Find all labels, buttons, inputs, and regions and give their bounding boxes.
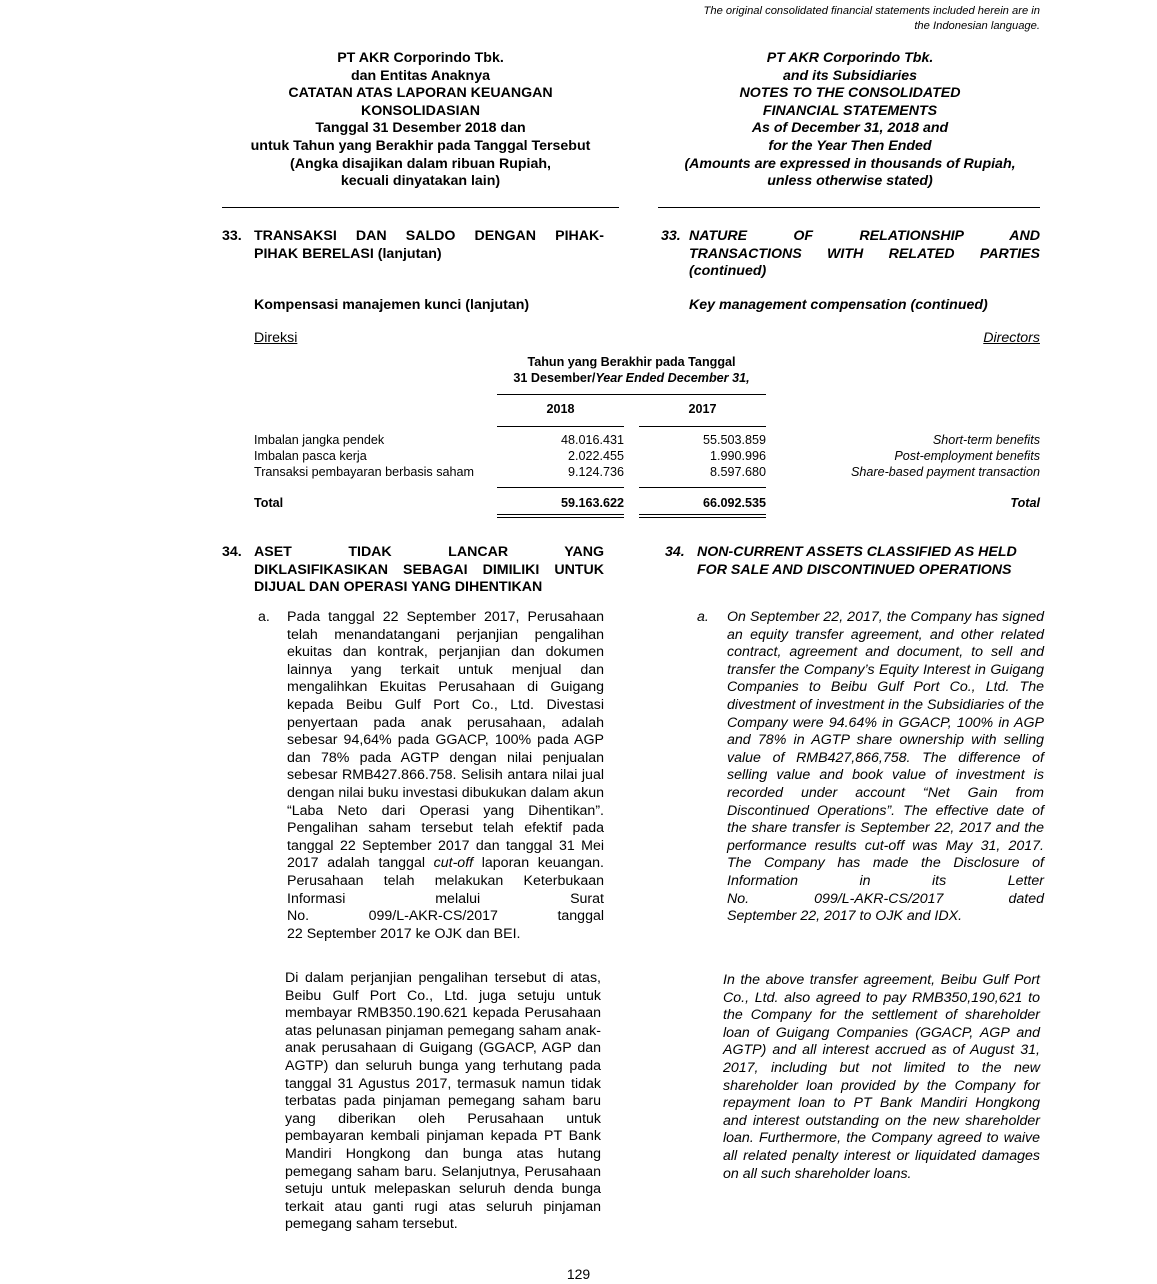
total-label-id: Total bbox=[254, 496, 284, 510]
page-number: 129 bbox=[566, 1266, 591, 1282]
item-a-label-en: a. bbox=[697, 609, 709, 625]
header-id-line: dan Entitas Anaknya bbox=[350, 67, 491, 84]
table-period-line2-en: Year Ended December 31, bbox=[595, 370, 750, 385]
translation-note-line1: The original consolidated financial statements included herein are in bbox=[703, 5, 1040, 17]
paragraph-a-en bbox=[727, 609, 1044, 926]
header-en-line: NOTES TO THE CONSOLIDATED bbox=[739, 85, 961, 102]
row-value-2017: 55.503.859 bbox=[702, 433, 766, 447]
row-label-id: Transaksi pembayaran berbasis saham bbox=[254, 465, 475, 479]
item-a-label-id: a. bbox=[258, 609, 270, 625]
paragraph-a-id-end: laporan keuangan. Perusahaan telah melakukan Keterbukaan Informasi melalui Surat bbox=[287, 855, 604, 907]
header-id-line: CATATAN ATAS LAPORAN KEUANGAN bbox=[288, 85, 553, 102]
section-33-title-id bbox=[254, 228, 604, 263]
table-row bbox=[0, 433, 1157, 449]
section-33-title-id-line2: PIHAK BERELASI (lanjutan) bbox=[254, 245, 442, 262]
paragraph-a-id-text: Pada tanggal 22 September 2017, Perusahaan telah menandatangani perjanjian pengalihan ekuitas dan kontrak, perjanjian dan dokumen lainnya yang terkait untuk menjual dan mengalihkan Ekuitas Perusahaan di Guigang kepada Beibu Gulf Port Co., Ltd. Divestasi penyertaan pada anak perusahaan, adalah sebesar 94,64% pada GGACP, 100% pada AGP dan 78% pada AGTP dengan nilai penjualan sebesar RMB427.866.758. Selisih antara nilai jual dengan nilai buku investasi dibukukan dalam akun “Laba Neto dari Operasi yang Dihentikan”. Pengalihan saham tersebut telah efektif pada tanggal 22 September 2017 dan tanggal 31 Mei 2017 adalah tanggal bbox=[287, 609, 604, 872]
header-en-line: for the Year Then Ended bbox=[768, 137, 932, 154]
table-period-line1: Tahun yang Berakhir pada Tanggal bbox=[527, 355, 736, 369]
header-en-line: As of December 31, 2018 and bbox=[751, 120, 949, 137]
header-id-line: kecuali dinyatakan lain) bbox=[340, 173, 501, 190]
double-rule-2017-b bbox=[639, 517, 766, 518]
header-divider-left bbox=[222, 207, 619, 208]
header-en-line: PT AKR Corporindo Tbk. bbox=[766, 50, 934, 66]
subtotal-rule-2017 bbox=[639, 487, 766, 488]
translation-note bbox=[620, 4, 1040, 33]
table-header-rule bbox=[497, 394, 766, 395]
row-value-2018: 9.124.736 bbox=[567, 465, 624, 479]
paragraph-a-id-last1: No. 099/L-AKR-CS/2017 tanggal bbox=[287, 908, 604, 925]
header-id-line: (Angka disajikan dalam ribuan Rupiah, bbox=[290, 155, 551, 172]
row-value-2018: 2.022.455 bbox=[567, 449, 624, 463]
section-33-title-en bbox=[689, 228, 1040, 281]
section-33-number-en: 33. bbox=[661, 228, 681, 244]
column-2017: 2017 bbox=[688, 402, 717, 416]
section-34-number-id: 34. bbox=[222, 544, 242, 560]
header-en-line: unless otherwise stated) bbox=[767, 173, 933, 190]
section-33-title-id-line1: TRANSAKSI DAN SALDO DENGAN PIHAK- bbox=[254, 228, 604, 244]
section-34-title-id-line3: DIJUAL DAN OPERASI YANG DIHENTIKAN bbox=[254, 579, 543, 596]
translation-note-line2: the Indonesian language. bbox=[914, 19, 1040, 32]
table-period-header bbox=[497, 355, 766, 386]
row-value-2017: 8.597.680 bbox=[709, 465, 766, 479]
row-label-id: Imbalan pasca kerja bbox=[254, 449, 367, 463]
column-rule-2017 bbox=[639, 426, 766, 427]
column-2018: 2018 bbox=[546, 402, 575, 416]
section-34-title-en-line1: NON-CURRENT ASSETS CLASSIFIED AS HELD bbox=[697, 544, 1017, 560]
table-row bbox=[0, 465, 1157, 481]
header-id-line: untuk Tahun yang Berakhir pada Tanggal Tersebut bbox=[250, 137, 591, 154]
total-label-en: Total bbox=[1010, 496, 1040, 510]
column-rule-2018 bbox=[497, 426, 624, 427]
subheading-en: Key management compensation (continued) bbox=[689, 297, 988, 313]
section-34-title-id-line2: DIKLASIFIKASIKAN SEBAGAI DIMILIKI UNTUK bbox=[254, 561, 604, 578]
table-period-line2-id: 31 Desember/ bbox=[513, 370, 596, 385]
section-34-title-en-line2: FOR SALE AND DISCONTINUED OPERATIONS bbox=[697, 561, 1012, 578]
row-label-en: Share-based payment transaction bbox=[850, 465, 1040, 479]
double-rule-2017-a bbox=[639, 514, 766, 515]
header-id-line: Tanggal 31 Desember 2018 dan bbox=[315, 120, 526, 137]
header-divider-right bbox=[658, 207, 1040, 208]
paragraph-a-en-last1: No. 099/L-AKR-CS/2017 dated bbox=[727, 890, 1044, 907]
paragraph-a-en-last2: September 22, 2017 to OJK and IDX. bbox=[727, 908, 963, 925]
section-33-title-en-line1: NATURE OF RELATIONSHIP AND bbox=[689, 228, 1040, 244]
header-en-line: FINANCIAL STATEMENTS bbox=[762, 102, 938, 119]
total-value-2018: 59.163.622 bbox=[560, 496, 624, 510]
double-rule-2018-a bbox=[497, 514, 624, 515]
total-value-2017: 66.092.535 bbox=[702, 496, 766, 510]
section-33-title-en-line2: TRANSACTIONS WITH RELATED PARTIES bbox=[689, 245, 1040, 262]
subheading-id: Kompensasi manajemen kunci (lanjutan) bbox=[254, 297, 530, 313]
header-en-line: and its Subsidiaries bbox=[782, 67, 918, 84]
table-total-row bbox=[0, 496, 1157, 512]
group-label-id: Direksi bbox=[254, 330, 298, 346]
header-id-line: KONSOLIDASIAN bbox=[360, 102, 481, 119]
section-33-number-id: 33. bbox=[222, 228, 242, 244]
header-en-line: (Amounts are expressed in thousands of Rupiah, bbox=[684, 155, 1016, 172]
section-34-title-id bbox=[254, 544, 604, 597]
paragraph-b-en: In the above transfer agreement, Beibu Gulf Port Co., Ltd. also agreed to pay RMB350,190,621 to the Company for the settlement of shareholder loan of Guigang Companies (GGACP, AGP and AGTP) and all interest accrued as of August 31, 2017, including but not limited to the new shareholder loan provided by the Company for repayment loan to PT Bank Mandiri Hongkong and interest outstanding on the new shareholder loan. Furthermore, the Company agreed to waive all related penalty interest or liquidated damages on all such shareholder loans. bbox=[723, 972, 1040, 1182]
header-english bbox=[655, 50, 1045, 191]
paragraph-a-id-last2: 22 September 2017 ke OJK dan BEI. bbox=[287, 925, 521, 942]
subtotal-rule-2018 bbox=[497, 487, 624, 488]
table-row bbox=[0, 449, 1157, 465]
section-33-title-en-line3: (continued) bbox=[689, 263, 767, 280]
section-34-number-en: 34. bbox=[665, 544, 685, 560]
header-id-line: PT AKR Corporindo Tbk. bbox=[337, 50, 504, 66]
row-label-en: Post-employment benefits bbox=[894, 449, 1040, 463]
group-label-en: Directors bbox=[983, 330, 1040, 346]
paragraph-a-en-text: On September 22, 2017, the Company has signed an equity transfer agreement, and other related contract, agreement and document, to sell and transfer the Company’s Equity Interest in Guigang Companies to Beibu Gulf Port Co., Ltd. The divestment of investment in the Subsidiaries of the Company were 94.64% in GGACP, 100% in AGP and 78% in AGTP share ownership with selling value of RMB427,866,758. The difference of selling value and book value of investment is recorded under account “Net Gain from Discontinued Operations”. The effective date of the share transfer is September 22, 2017 and the performance results cut-off was May 31, 2017. The Company has made the Disclosure of Information in its Letter bbox=[727, 609, 1044, 889]
double-rule-2018-b bbox=[497, 517, 624, 518]
paragraph-b-id: Di dalam perjanjian pengalihan tersebut di atas, Beibu Gulf Port Co., Ltd. juga setuju untuk membayar RMB350.190.621 kepada Perusahaan atas pelunasan pinjaman pemegang saham anak-anak perusahaan di Guigang (GGACP, AGP dan AGTP) dan seluruh bunga yang terhutang pada tanggal 31 Agustus 2017, termasuk namun tidak terbatas pada pinjaman pemegang saham baru yang diberikan oleh Perusahaan untuk pembayaran kembali pinjaman kepada PT Bank Mandiri Hongkong dan bunga atas hutang pemegang saham baru. Selanjutnya, Perusahaan setuju untuk melepaskan seluruh denda bunga terkait atau ganti rugi atas seluruh pinjaman pemegang saham tersebut. bbox=[285, 970, 601, 1233]
row-label-en: Short-term benefits bbox=[932, 433, 1040, 447]
row-value-2018: 48.016.431 bbox=[560, 433, 624, 447]
paragraph-a-id bbox=[287, 609, 604, 943]
section-34-title-id-line1: ASET TIDAK LANCAR YANG bbox=[254, 544, 604, 560]
row-label-id: Imbalan jangka pendek bbox=[254, 433, 385, 447]
row-value-2017: 1.990.996 bbox=[709, 449, 766, 463]
section-34-title-en bbox=[697, 544, 1043, 579]
paragraph-a-id-cutoff: cut-off bbox=[433, 855, 474, 872]
header-indonesian bbox=[222, 50, 619, 191]
